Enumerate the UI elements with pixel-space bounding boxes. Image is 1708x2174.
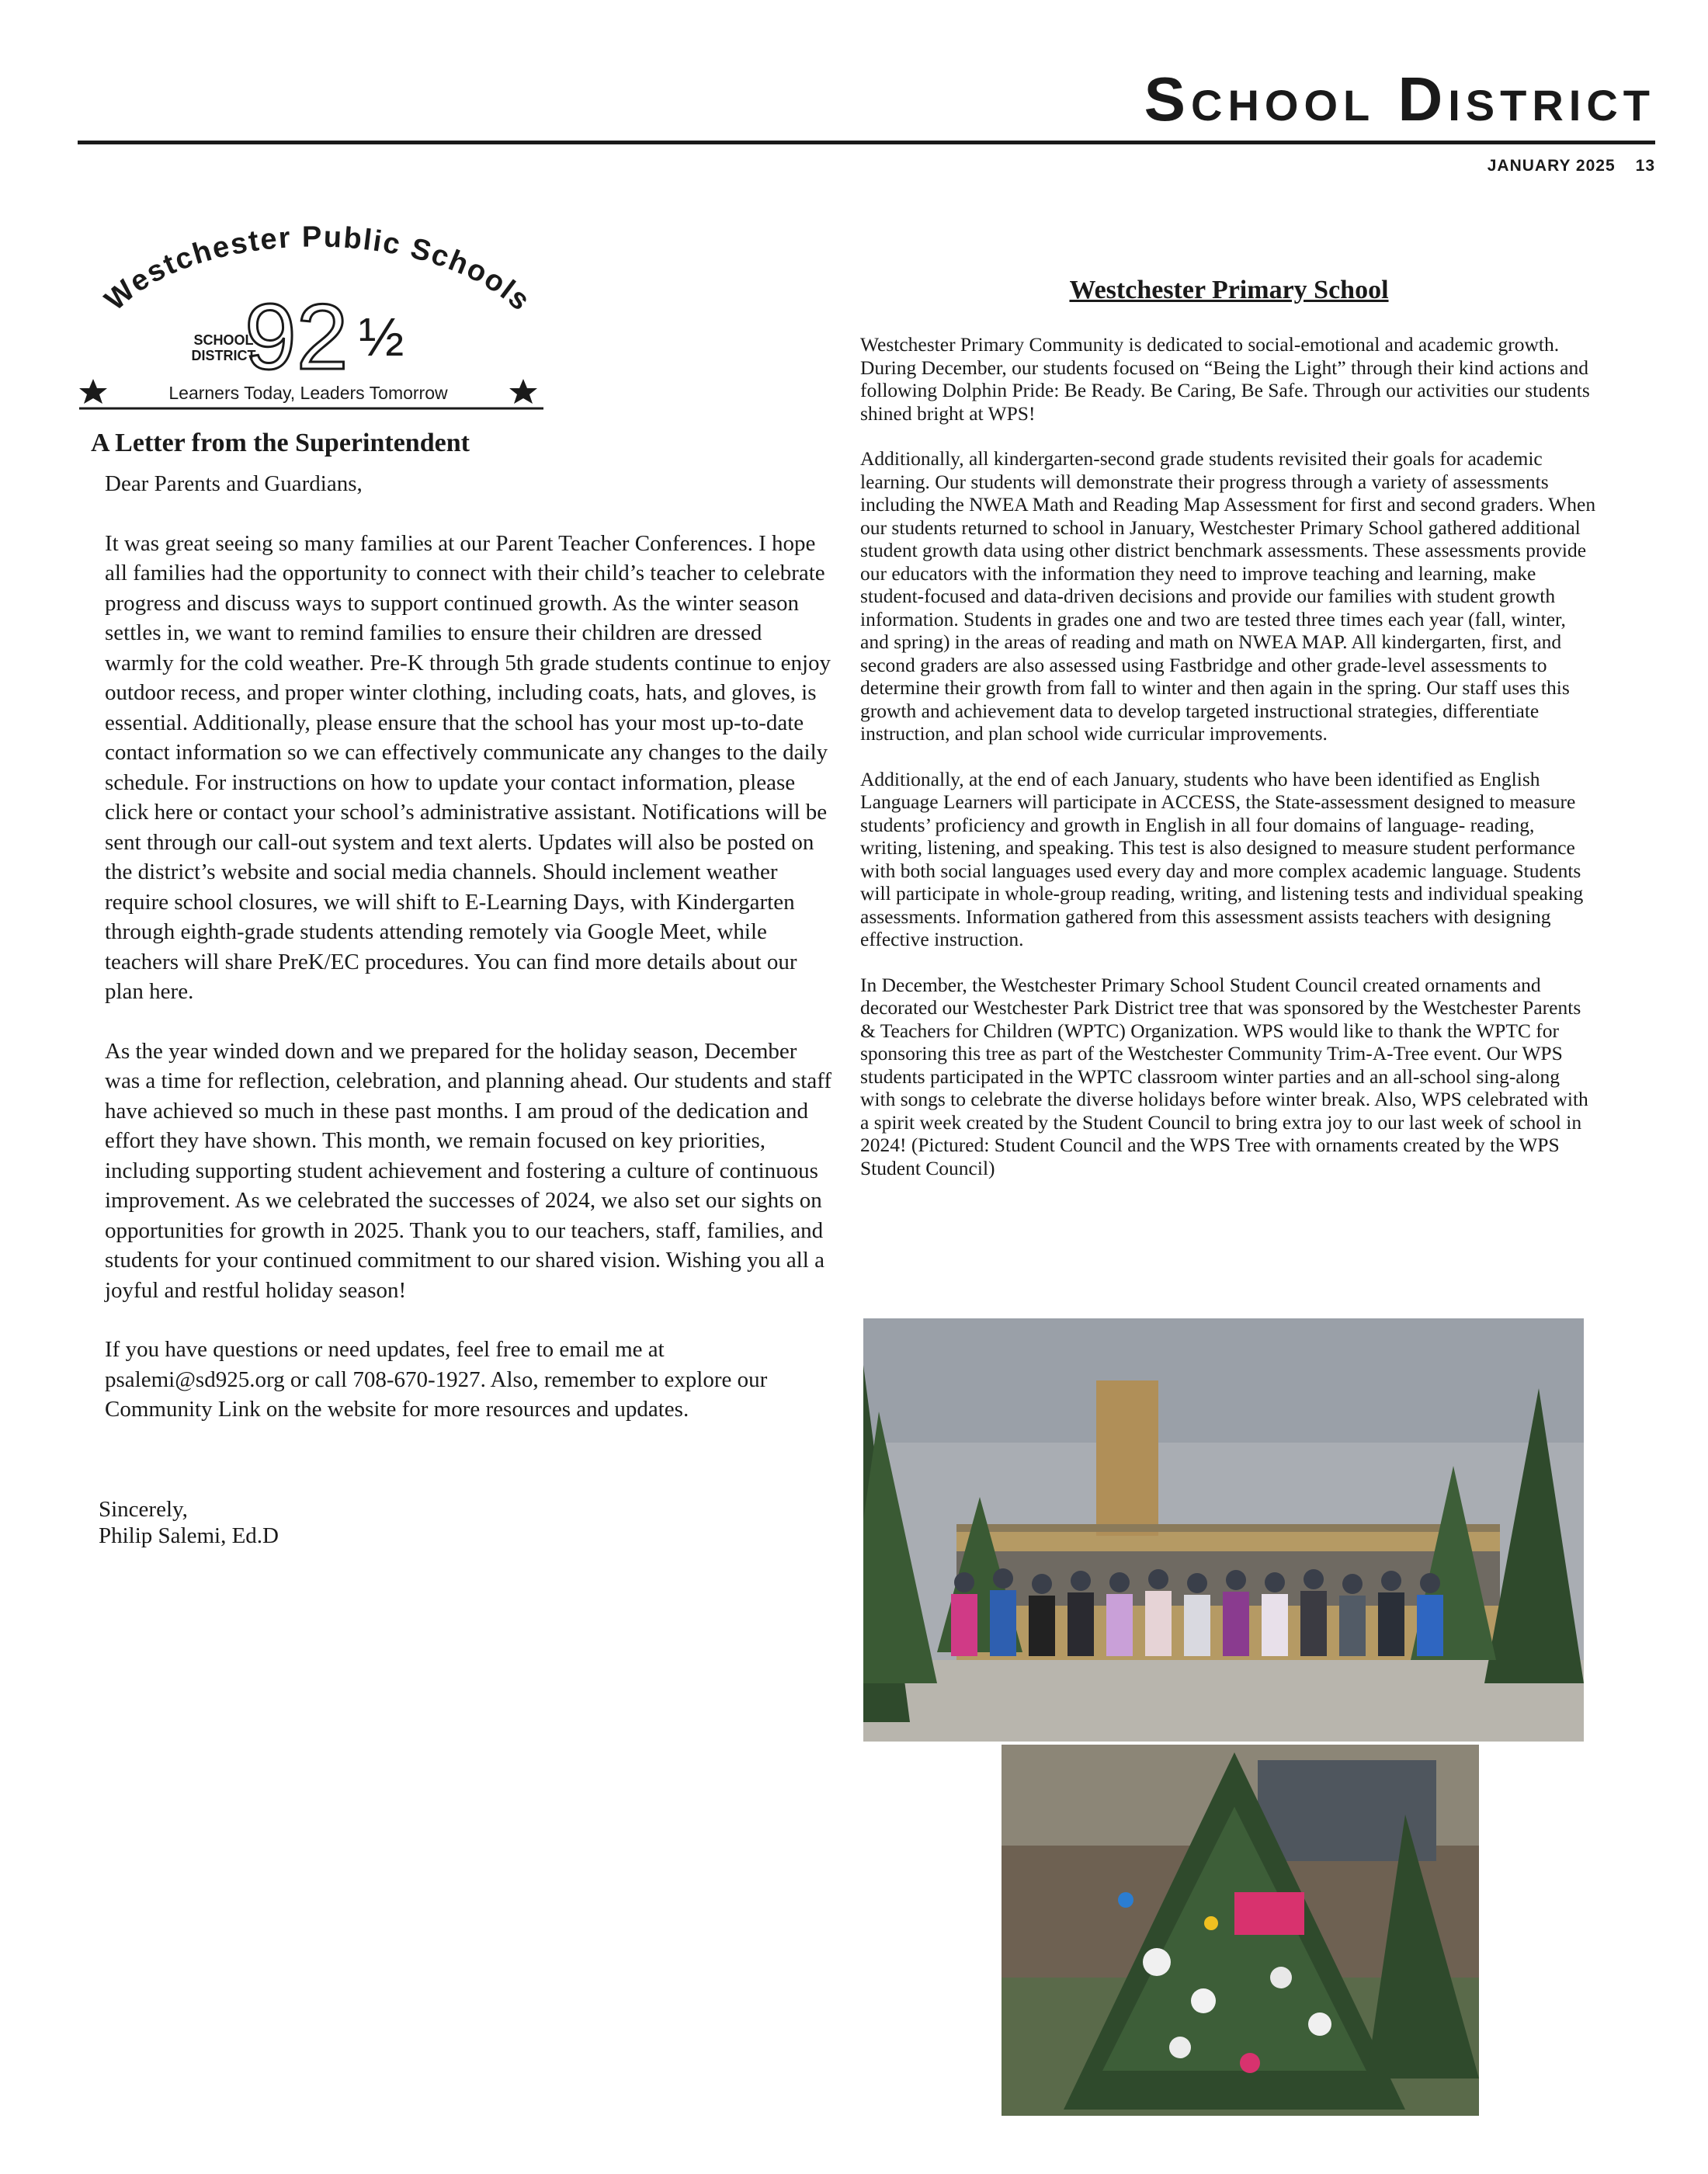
article-paragraph: In December, the Westchester Primary School Student Council created ornaments and decorated our Westchester Park District tree that was sponsored by the Westchester Parents & Teachers for Children (WPTC) Organization. WPS would like to thank the WPTC for sponsoring this tree as part of the Westchester Community Trim-A-Tree event. Our WPS students participated in the WPTC classroom winter parties and an all-school sing-along with songs to celebrate the diverse holidays before winter break. Also, WPS celebrated with a spirit week created by the Student Council to bring extra joy to our last week of school in 2024! (Pictured: Student Council and the WPS Tree with ornaments created by the WPS Student Council) bbox=[860, 973, 1588, 1179]
page-number: 13 bbox=[1635, 157, 1655, 175]
letter-paragraph: It was great seeing so many families at our Parent Teacher Conferences. I hope all families had the opportunity to connect with their child’s teacher to celebrate progress and discuss ways to support continued growth. As the winter season settles in, we want to remind families to ensure their children are dressed warmly for the cold weather. Pre-K through 5th grade students continue to enjoy outdoor recess, and proper winter clothing, including coats, hats, and gloves, is essential. Additionally, please ensure that the school has your most up-to-date contact information so we can effectively communicate any changes to the daily schedule. For instructions on how to update your contact information, please click here or contact your school’s administrative assistant. Notifications will be sent through our call-out system and text alerts. Updates will also be posted on the district’s website and social media channels. Should inclement weather require school closures, we will shift to E-Learning Days, with Kindergarten through eighth-grade students attending remotely via Google Meet, while teachers will share PreK/EC procedures. You can find more details about our plan here. bbox=[105, 530, 831, 1004]
article-title: Westchester Primary School bbox=[1069, 276, 1389, 304]
star-icon-right bbox=[509, 379, 537, 404]
header-date-line bbox=[1488, 157, 1655, 175]
letter-paragraph: If you have questions or need updates, feel free to email me at psalemi@sd925.org or call 708-670-1927. Also, remember to explore our Community Link on the website for more resources and updates. bbox=[105, 1337, 768, 1422]
letter-paragraph: As the year winded down and we prepared for the holiday season, December was a time for reflection, celebration, and planning ahead. Our students and staff have achieved so much in these past months. I am proud of the dedication and effort they have shown. This month, we remain focused on key priorities, including supporting student achievement and fostering a culture of continuous improvement. As we celebrated the successes of 2024, we also set our sights on opportunities for growth in 2025. Thank you to our teachers, staff, families, and students for your continued commitment to our shared vision. Wishing you all a joyful and restful holiday season! bbox=[105, 1038, 832, 1303]
article-paragraph: Additionally, at the end of each January, students who have been identified as English Language Learners will participate in ACCESS, the State-assessment designed to measure students’ proficiency and growth in English in all four domains of language- reading, writing, listening, and speaking. This test is also designed to measure student performance with both social languages used every day and more complex academic language. Students will participate in whole-group reading, writing, and listening tests and individual speaking assessments. Information gathered from this assessment assists teachers with designing effective instruction. bbox=[860, 767, 1584, 950]
article-body bbox=[860, 333, 1598, 1179]
letter-salutation: Dear Parents and Guardians, bbox=[105, 471, 363, 496]
logo-district-label: DISTRICT bbox=[191, 348, 256, 363]
article-paragraph: Additionally, all kindergarten-second grade students revisited their goals for academic learning. Our students will demonstrate their progress through a variety of assessments including the NWEA Math and Reading Map Assessment for first and second graders. When our students returned to school in January, Westchester Primary School gathered additional student growth data using other district benchmark assessments. These assessments provide our educators with the information they need to improve teaching and learning, make student-focused and data-driven decisions and provide our families with student growth information. Students in grades one and two are tested three times each year (fall, winter, and spring) in the areas of reading and math on NWEA MAP. All kindergarten, first, and second graders are also assessed using Fastbridge and other grade-level assessments to determine their growth from fall to winter and then again in the spring. Our staff uses this growth and achievement data to develop targeted instructional strategies, differentiate instruction, and plan school wide curricular improvements. bbox=[860, 447, 1596, 745]
decorated-tree-photo bbox=[1002, 1745, 1479, 2116]
district-logo bbox=[78, 210, 559, 412]
primary-school-article bbox=[860, 276, 1598, 1202]
section-title: School District bbox=[1144, 64, 1655, 134]
logo-school-label: SCHOOL bbox=[193, 332, 254, 348]
student-council-photo bbox=[863, 1318, 1584, 1742]
letter-body bbox=[105, 469, 835, 1425]
logo-district-number: 92 bbox=[245, 285, 349, 389]
letter-signature: Philip Salemi, Ed.D bbox=[99, 1523, 279, 1548]
header-rule bbox=[78, 141, 1655, 144]
issue-date: JANUARY 2025 bbox=[1487, 157, 1616, 175]
letter-closing: Sincerely, bbox=[99, 1496, 188, 1522]
star-icon-left bbox=[79, 379, 107, 404]
article-paragraph: Westchester Primary Community is dedicated to social-emotional and academic growth. During December, our students focused on “Being the Light” through their kind actions and following Dolphin Pride: Be Ready. Be Caring, Be Safe. Through our activities our students shined bright at WPS! bbox=[860, 333, 1590, 425]
logo-district-fraction: ½ bbox=[359, 307, 404, 367]
logo-tagline: Learners Today, Leaders Tomorrow bbox=[168, 383, 448, 403]
letter-signoff bbox=[99, 1496, 835, 1549]
superintendent-letter bbox=[89, 429, 835, 1549]
logo-arc-text: Westchester Public Schools bbox=[99, 221, 537, 318]
letter-heading: A Letter from the Superintendent bbox=[91, 429, 470, 457]
